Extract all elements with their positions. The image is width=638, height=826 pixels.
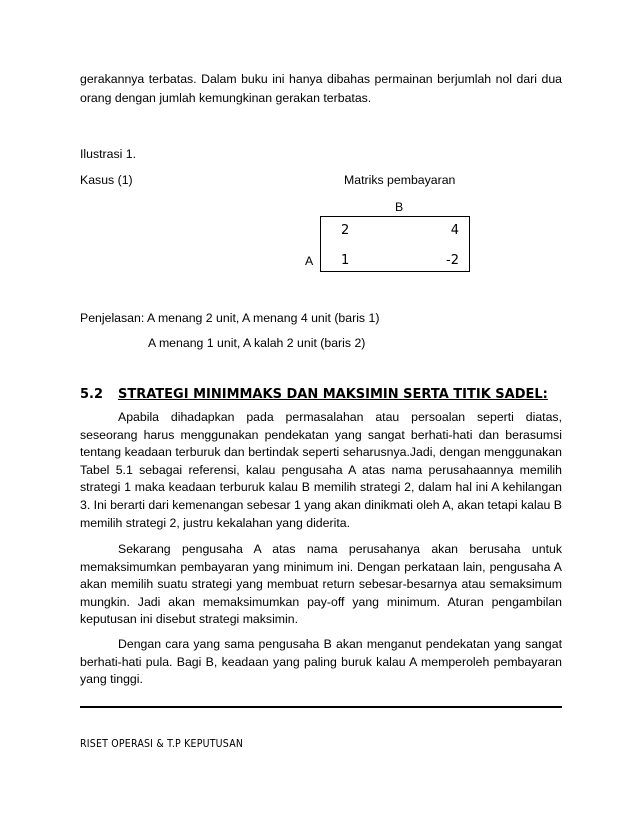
case-label: Kasus (1)	[80, 173, 133, 187]
payoff-matrix	[320, 216, 470, 272]
intro-line-2: orang dengan jumlah kemungkinan gerakan terbatas.	[80, 91, 372, 105]
footer-rule	[80, 706, 562, 708]
player-b-label: B	[395, 200, 404, 214]
footer-text: RISET OPERASI & T.P KEPUTUSAN	[80, 738, 244, 750]
matrix-cell-r2c1: 1	[341, 253, 350, 268]
illustration-label: Ilustrasi 1.	[80, 147, 137, 161]
intro-line-1: gerakannya terbatas. Dalam buku ini hanya dibahas permainan berjumlah nol dari dua	[80, 72, 562, 86]
explanation-line-1: Penjelasan: A menang 2 unit, A menang 4 unit (baris 1)	[80, 311, 380, 325]
paragraph-1: Apabila dihadapkan pada permasalahan atau persoalan seperti diatas, seseorang harus menggunakan pendekatan yang sangat berhati-hati dan berasumsi tentang keadaan terburuk dan bertindak seperti seharusnya.Jadi, dengan menggunakan Tabel 5.1 sebagai referensi, kalau pengusaha A atas nama perusahaannya memilih strategi 1 maka keadaan terburuk kalau B memilih strategi 2, dalam hal ini A kehilangan 3. Ini berarti dari kemenangan sebesar 1 yang akan dinikmati oleh A, akan tetapi kalau B memilih strategi 2, justru kekalahan yang diderita.	[80, 410, 562, 530]
paragraph-2: Sekarang pengusaha A atas nama perusahanya akan berusaha untuk memaksimumkan pembayaran yang minimum ini. Dengan perkataan lain, pengusaha A akan memilih suatu strategi yang membuat return sebesar-besarnya atau semaksimum mungkin. Jadi akan memaksimumkan pay-off yang minimum. Aturan pengambilan keputusan ini disebut strategi maksimin.	[80, 542, 562, 627]
player-a-label: A	[305, 254, 314, 268]
matrix-cell-r1c1: 2	[341, 223, 350, 238]
section-number: 5.2	[80, 387, 104, 402]
paragraph-3: Dengan cara yang sama pengusaha B akan menganut pendekatan yang sangat berhati-hati pula. Bagi B, keadaan yang paling buruk kalau A memperoleh pembayaran yang tinggi.	[80, 637, 562, 687]
explanation-line-2: A menang 1 unit, A kalah 2 unit (baris 2)	[148, 336, 366, 350]
matrix-cell-r2c2: -2	[446, 253, 459, 268]
section-title: STRATEGI MINIMMAKS DAN MAKSIMIN SERTA TITIK SADEL:	[118, 387, 548, 402]
matrix-title: Matriks pembayaran	[344, 173, 456, 187]
matrix-cell-r1c2: 4	[450, 223, 459, 238]
